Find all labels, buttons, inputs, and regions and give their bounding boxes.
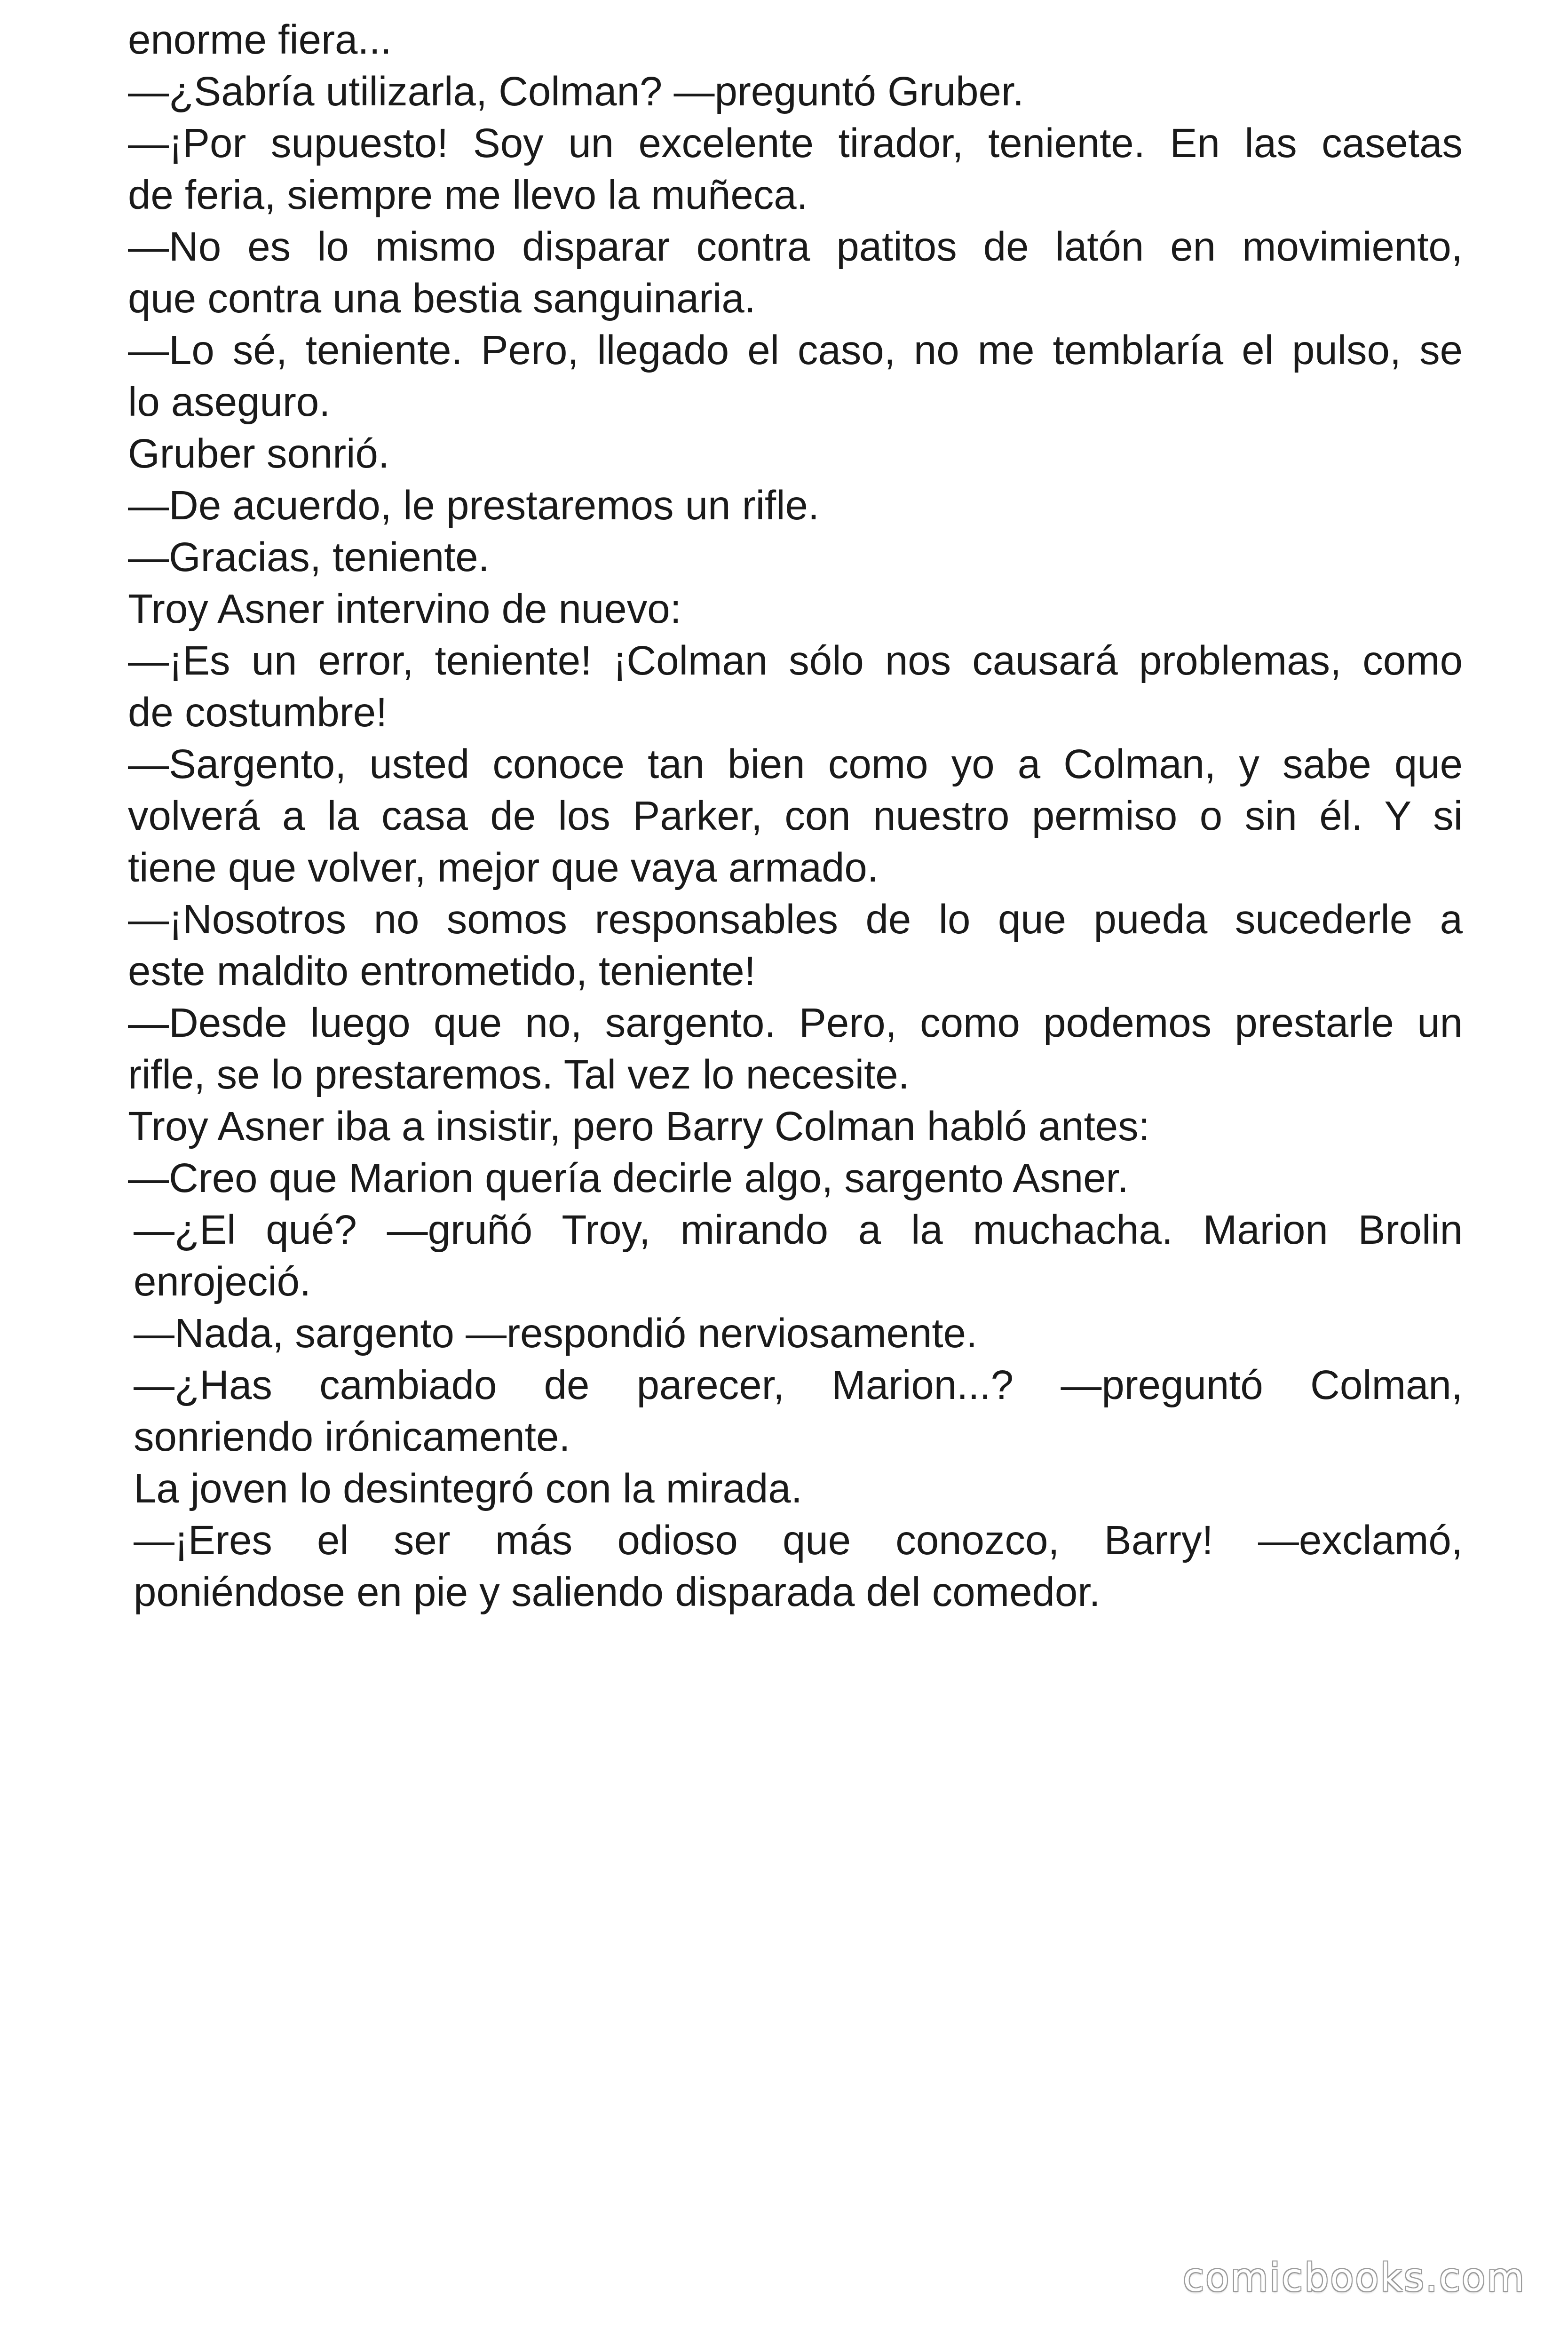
text-line: —Lo sé, teniente. Pero, llegado el caso, no me temblaría el pulso, se — [128, 327, 1463, 373]
text-line: —Gracias, teniente. — [128, 534, 490, 580]
text-line: —De acuerdo, le prestaremos un rifle. — [128, 483, 819, 528]
text-line: tiene que volver, mejor que vaya armado. — [128, 845, 879, 890]
text-line: —Creo que Marion quería decirle algo, sargento Asner. — [128, 1155, 1129, 1201]
text-line: —¡Es un error, teniente! ¡Colman sólo nos causará problemas, como — [128, 638, 1463, 683]
text-line: volverá a la casa de los Parker, con nuestro permiso o sin él. Y si — [128, 793, 1463, 839]
text-line: —Sargento, usted conoce tan bien como yo a Colman, y sabe que — [128, 741, 1463, 787]
text-line: de feria, siempre me llevo la muñeca. — [128, 172, 808, 218]
text-line: —¿El qué? —gruñó Troy, mirando a la muchacha. Marion Brolin — [134, 1207, 1463, 1253]
text-line: Troy Asner intervino de nuevo: — [128, 586, 681, 632]
body-text — [128, 14, 1463, 1618]
text-line: lo aseguro. — [128, 379, 331, 425]
text-line: —¡Nosotros no somos responsables de lo que pueda sucederle a — [128, 897, 1463, 942]
text-line: La joven lo desintegró con la mirada. — [134, 1466, 802, 1511]
watermark-logo: comicbooks.com — [1183, 2256, 1526, 2300]
text-line: —No es lo mismo disparar contra patitos de latón en movimiento, — [128, 224, 1463, 270]
text-line: Gruber sonrió. — [128, 431, 390, 477]
text-line: —Desde luego que no, sargento. Pero, como podemos prestarle un — [128, 1000, 1463, 1046]
text-line: enorme fiera... — [128, 17, 392, 63]
text-line: —¡Por supuesto! Soy un excelente tirador, teniente. En las casetas — [128, 120, 1463, 166]
text-line: este maldito entrometido, teniente! — [128, 948, 756, 994]
text-line: de costumbre! — [128, 690, 388, 735]
text-line: —Nada, sargento —respondió nerviosamente. — [134, 1311, 978, 1356]
text-line: poniéndose en pie y saliendo disparada del comedor. — [134, 1569, 1101, 1615]
text-line: —¿Sabría utilizarla, Colman? —preguntó Gruber. — [128, 69, 1024, 114]
text-line: que contra una bestia sanguinaria. — [128, 276, 756, 321]
text-line: enrojeció. — [134, 1259, 311, 1304]
text-line: —¿Has cambiado de parecer, Marion...? —preguntó Colman, — [134, 1362, 1463, 1408]
text-line: —¡Eres el ser más odioso que conozco, Barry! —exclamó, — [134, 1518, 1463, 1563]
text-line: rifle, se lo prestaremos. Tal vez lo necesite. — [128, 1052, 910, 1097]
text-line: Troy Asner iba a insistir, pero Barry Colman habló antes: — [128, 1104, 1150, 1149]
text-line: sonriendo irónicamente. — [134, 1414, 570, 1460]
